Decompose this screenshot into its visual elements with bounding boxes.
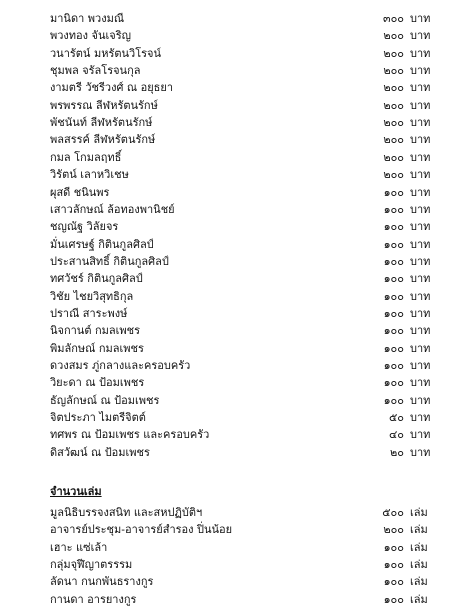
list-item bbox=[0, 521, 471, 538]
list-item bbox=[0, 340, 471, 357]
donation-unit: บาท bbox=[410, 272, 431, 286]
donor-name: กลุ่มจุฬีญาตรรรม bbox=[50, 557, 133, 571]
donation-amount: ๒๐๐ bbox=[383, 168, 404, 182]
donation-unit: เล่ม bbox=[410, 523, 428, 537]
donation-unit: บาท bbox=[410, 237, 431, 251]
donation-amount: ๒๐ bbox=[390, 445, 404, 459]
list-item bbox=[0, 444, 471, 461]
donation-amount: ๒๐๐ bbox=[383, 98, 404, 112]
donation-amount: ๒๐๐ bbox=[383, 116, 404, 130]
donation-amount: ๑๐๐ bbox=[383, 185, 404, 199]
donor-name: พลสรรค์ ลีฬหรัตนรักษ์ bbox=[50, 133, 156, 147]
donation-amount: ๑๐๐ bbox=[383, 376, 404, 390]
donor-name: งามตรี วัชรีวงศ์ ณ อยุธยา bbox=[50, 81, 174, 95]
donor-name: กมล โกมลฤทธิ์ bbox=[50, 150, 122, 164]
list-item bbox=[0, 270, 471, 287]
donation-amount: ๑๐๐ bbox=[383, 575, 404, 589]
donation-amount: ๒๐๐ bbox=[383, 81, 404, 95]
donation-amount: ๑๐๐ bbox=[383, 237, 404, 251]
donor-name: ชุมพล จรัลโรจนกุล bbox=[50, 64, 141, 78]
section-heading-books: จำนวนเล่ม bbox=[50, 485, 102, 498]
list-item bbox=[0, 322, 471, 339]
list-item bbox=[0, 236, 471, 253]
donor-name: ดวงสมร ภู่กลางและครอบครัว bbox=[50, 359, 191, 372]
donation-unit: บาท bbox=[410, 376, 431, 390]
donation-unit: บาท bbox=[410, 185, 431, 199]
donation-amount: ๕๐๐ bbox=[382, 506, 404, 519]
donation-unit: บาท bbox=[410, 46, 431, 60]
donation-unit: บาท bbox=[410, 29, 431, 43]
donation-amount: ๑๐๐ bbox=[383, 306, 404, 320]
donation-unit: เล่ม bbox=[410, 540, 428, 554]
donation-amount: ๑๐๐ bbox=[383, 324, 404, 338]
list-item bbox=[0, 79, 471, 96]
donation-unit: บาท bbox=[410, 150, 431, 164]
donation-amount: ๓๐๐ bbox=[383, 12, 404, 25]
list-item bbox=[0, 27, 471, 44]
list-item bbox=[0, 357, 471, 374]
donation-unit: บาท bbox=[410, 133, 431, 147]
list-item bbox=[0, 10, 471, 27]
donation-amount: ๒๐๐ bbox=[383, 29, 404, 43]
donor-name: ดิสวัฒน์ ณ ป้อมเพชร bbox=[50, 445, 150, 459]
donor-name: มูลนิธิบรรจงสนิท และสหปฏิบัติฯ bbox=[50, 506, 203, 519]
donation-amount: ๑๐๐ bbox=[383, 272, 404, 286]
donation-amount: ๑๐๐ bbox=[383, 254, 404, 268]
donation-unit: เล่ม bbox=[410, 592, 428, 606]
donor-name: พิมลักษณ์ กมลเพชร bbox=[50, 341, 144, 355]
list-item bbox=[0, 253, 471, 270]
donation-unit: บาท bbox=[410, 324, 431, 338]
list-item bbox=[0, 45, 471, 62]
list-item bbox=[0, 201, 471, 218]
donation-unit: บาท bbox=[410, 168, 431, 182]
list-item bbox=[0, 114, 471, 131]
donation-unit: บาท bbox=[410, 220, 431, 234]
donation-amount: ๑๐๐ bbox=[383, 220, 404, 234]
list-item bbox=[0, 149, 471, 166]
donation-amount: ๕๐ bbox=[388, 411, 404, 425]
list-item bbox=[0, 539, 471, 556]
donor-name: ลัดนา กนกพันธรางกูร bbox=[50, 575, 154, 589]
donation-amount: ๑๐๐ bbox=[383, 557, 404, 571]
list-item bbox=[0, 374, 471, 391]
donation-amount: ๔๐ bbox=[388, 428, 404, 442]
donor-name: วนารัตน์ มหรัตนวิโรจน์ bbox=[50, 46, 161, 60]
donor-name: ปราณี สาระพงษ์ bbox=[50, 306, 128, 320]
donation-unit: บาท bbox=[410, 81, 431, 95]
list-item bbox=[0, 305, 471, 322]
donation-amount: ๒๐๐ bbox=[383, 523, 404, 537]
donation-unit: เล่ม bbox=[410, 575, 428, 589]
donor-name: มานิดา พวงมณี bbox=[50, 12, 125, 25]
donor-name: จิตประภา ไมตรีจิตต์ bbox=[50, 411, 146, 425]
list-item bbox=[0, 166, 471, 183]
list-item bbox=[0, 409, 471, 426]
donation-unit: บาท bbox=[410, 12, 431, 25]
donor-name: พัชนันท์ ลีฬหรัตนรักษ์ bbox=[50, 116, 153, 130]
list-item bbox=[0, 184, 471, 201]
donation-unit: เล่ม bbox=[410, 506, 428, 519]
donor-name: พรพรรณ ลีฬหรัตนรักษ์ bbox=[50, 98, 158, 112]
donation-unit: บาท bbox=[410, 289, 431, 303]
donor-name: เฮาะ แซ่เล้า bbox=[50, 540, 108, 554]
donor-name: นิจกานต์ กมลเพชร bbox=[50, 324, 140, 338]
donation-unit: เล่ม bbox=[410, 557, 428, 571]
donor-name: ธัญลักษณ์ ณ ป้อมเพชร bbox=[50, 393, 160, 407]
donation-amount: ๑๐๐ bbox=[383, 289, 404, 303]
list-item bbox=[0, 392, 471, 409]
donor-name: ชญณัฐ วิลัยจร bbox=[50, 220, 119, 234]
donation-amount: ๑๐๐ bbox=[383, 359, 404, 372]
donation-amount: ๒๐๐ bbox=[383, 64, 404, 78]
donation-unit: บาท bbox=[410, 202, 431, 216]
donation-unit: บาท bbox=[410, 64, 431, 78]
list-item bbox=[0, 131, 471, 148]
donation-amount: ๑๐๐ bbox=[383, 540, 404, 554]
list-item bbox=[0, 218, 471, 235]
donor-name: เสาวลักษณ์ ล้อทองพานิชย์ bbox=[50, 202, 175, 216]
list-item bbox=[0, 504, 471, 521]
donation-amount: ๒๐๐ bbox=[383, 150, 404, 164]
list-item bbox=[0, 556, 471, 573]
list-item bbox=[0, 573, 471, 590]
donor-name: กานดา อารยางกูร bbox=[50, 592, 137, 606]
donor-name: ผุสดี ชนินพร bbox=[50, 185, 110, 199]
donor-name: วิรัตน์ เลาหวิเชษ bbox=[50, 168, 129, 182]
donation-unit: บาท bbox=[410, 116, 431, 130]
donation-amount: ๑๐๐ bbox=[383, 341, 404, 355]
donation-amount: ๑๐๐ bbox=[383, 592, 404, 606]
donation-amount: ๑๐๐ bbox=[383, 393, 404, 407]
list-item bbox=[0, 288, 471, 305]
list-item bbox=[0, 97, 471, 114]
donor-name: อาจารย์ประชุม-อาจารย์สำรอง ปิ่นน้อย bbox=[50, 523, 233, 537]
donor-name: ทศวัชร์ กิตินกูลศิลป์ bbox=[50, 272, 143, 286]
donor-name: วิยะดา ณ ป้อมเพชร bbox=[50, 376, 145, 390]
donation-unit: บาท bbox=[410, 393, 431, 407]
donation-unit: บาท bbox=[410, 306, 431, 320]
donation-unit: บาท bbox=[410, 428, 431, 442]
donation-unit: บาท bbox=[410, 445, 431, 459]
donation-unit: บาท bbox=[410, 254, 431, 268]
list-item bbox=[0, 426, 471, 443]
list-item bbox=[0, 62, 471, 79]
donation-unit: บาท bbox=[410, 359, 431, 372]
donor-name: วิชัย ไชยวิสุทธิกุล bbox=[50, 289, 134, 303]
donation-amount: ๒๐๐ bbox=[383, 46, 404, 60]
donor-name: ทศพร ณ ป้อมเพชร และครอบครัว bbox=[50, 428, 210, 442]
donation-unit: บาท bbox=[410, 411, 431, 425]
donation-amount: ๒๐๐ bbox=[383, 133, 404, 147]
list-item bbox=[0, 591, 471, 608]
donor-name: มั่นเศรษฐ์ กิตินกูลศิลป์ bbox=[50, 237, 154, 251]
donation-unit: บาท bbox=[410, 98, 431, 112]
donor-name: พวงทอง จันเจริญ bbox=[50, 29, 131, 43]
donation-amount: ๑๐๐ bbox=[383, 202, 404, 216]
donation-unit: บาท bbox=[410, 341, 431, 355]
donor-name: ประสานสิทธิ์ กิตินกูลศิลป์ bbox=[50, 254, 169, 268]
